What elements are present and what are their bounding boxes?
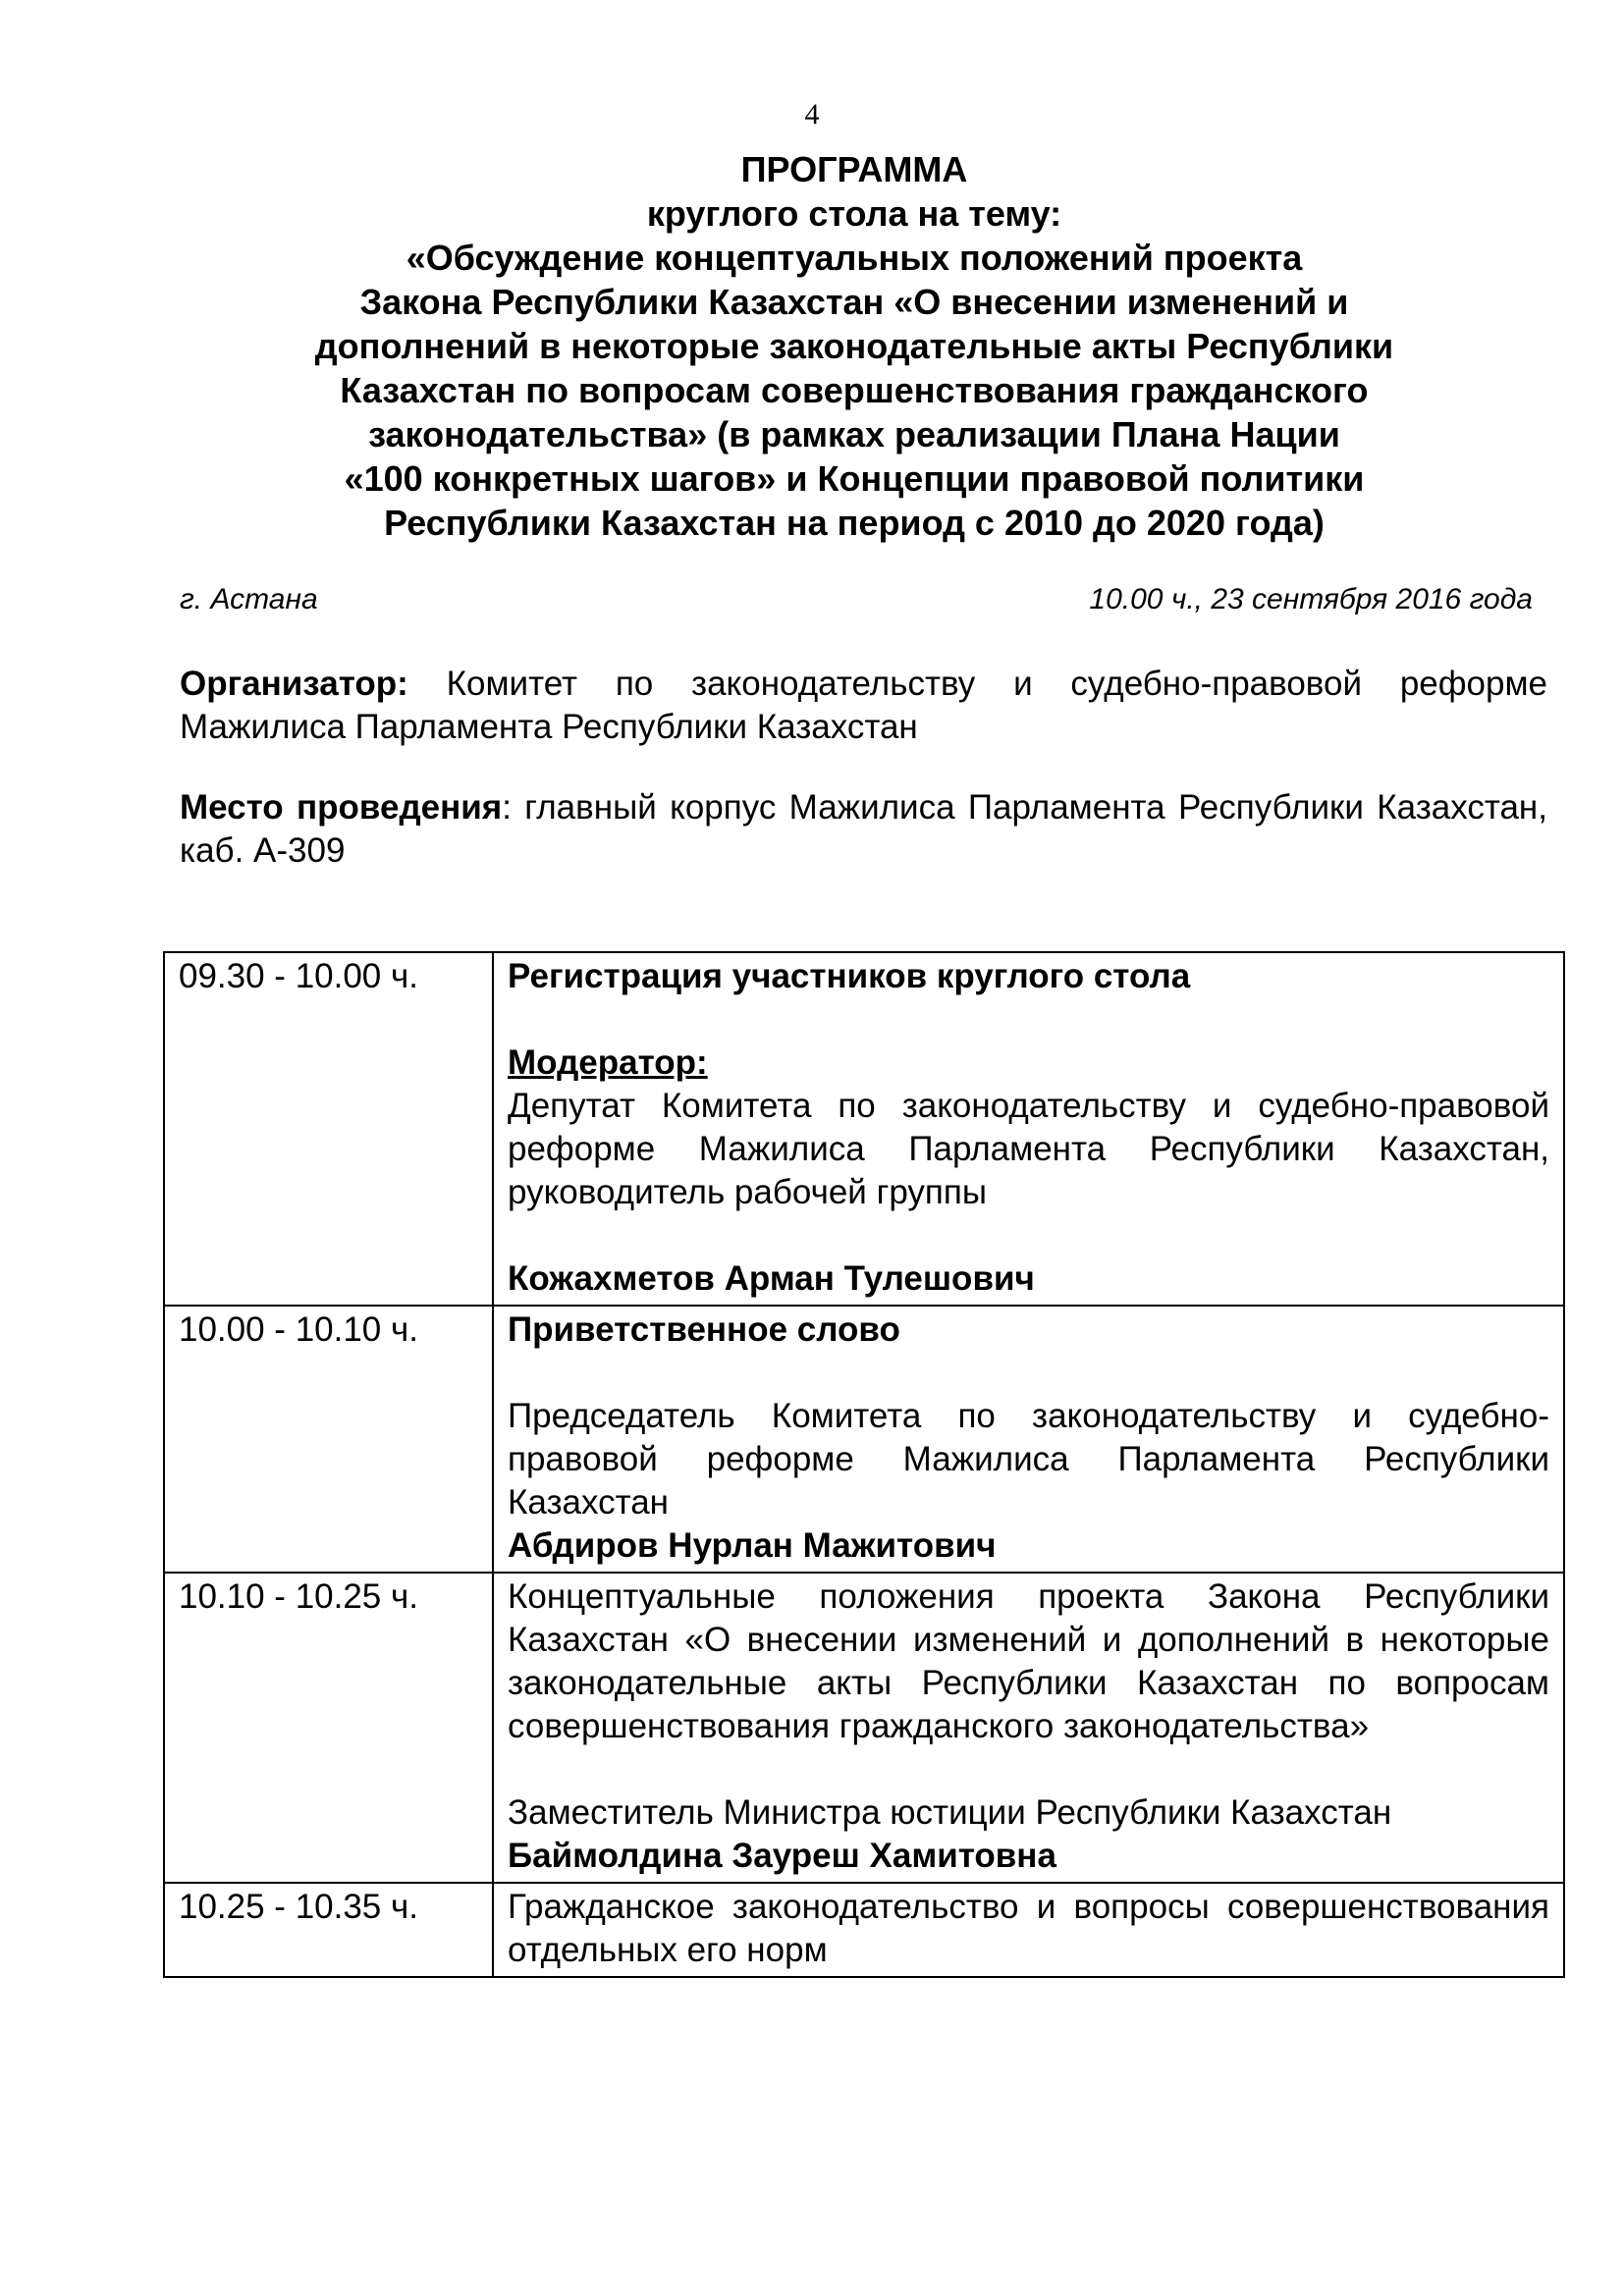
speaker-name: Абдиров Нурлан Мажитович — [508, 1526, 997, 1565]
title-line: «100 конкретных шагов» и Концепции правовой политики — [344, 458, 1365, 499]
table-row — [164, 1883, 1564, 1977]
description-cell — [493, 1883, 1564, 1977]
title-line: ПРОГРАММА — [740, 149, 968, 189]
venue-paragraph — [180, 786, 1547, 873]
organizer-text: Комитет по законодательству и судебно-правовой реформе Мажилиса Парламента Республики Казахстан — [180, 665, 1547, 746]
time-cell: 09.30 - 10.00 ч. — [164, 952, 493, 1306]
speaker-name: Кожахметов Арман Тулешович — [508, 1259, 1035, 1298]
title-line: круглого стола на тему: — [646, 193, 1062, 234]
program-title — [226, 147, 1483, 545]
description-cell — [493, 1306, 1564, 1573]
time-cell: 10.10 - 10.25 ч. — [164, 1573, 493, 1883]
title-line: Закона Республики Казахстан «О внесении изменений и — [359, 282, 1349, 322]
time-cell: 10.00 - 10.10 ч. — [164, 1306, 493, 1573]
moderator-label: Модератор: — [508, 1043, 708, 1082]
organizer-paragraph — [180, 663, 1547, 749]
venue-label: Место проведения — [180, 788, 503, 827]
table-row — [164, 1306, 1564, 1573]
title-line: законодательства» (в рамках реализации Плана Нации — [368, 414, 1340, 454]
speaker-role: Председатель Комитета по законодательству и судебно-правовой реформе Мажилиса Парламента Республики Казахстан — [508, 1397, 1549, 1522]
page-number: 4 — [804, 98, 820, 131]
session-title: Приветственное слово — [508, 1310, 900, 1349]
title-line: Казахстан по вопросам совершенствования гражданского — [340, 370, 1369, 410]
spacer — [508, 998, 1549, 1041]
title-line: дополнений в некоторые законодательные акты Республики — [314, 326, 1394, 366]
title-line: «Обсуждение концептуальных положений проекта — [406, 238, 1303, 278]
event-datetime: 10.00 ч., 23 сентября 2016 года — [1089, 583, 1533, 615]
session-topic: Концептуальные положения проекта Закона Республики Казахстан «О внесении изменений и дополнений в некоторые законодательные акты Республики Казахстан по вопросам совершенствования гражданского законодательства» — [508, 1577, 1549, 1745]
table-row — [164, 952, 1564, 1306]
speaker-name: Баймолдина Зауреш Хамитовна — [508, 1837, 1056, 1875]
spacer — [508, 1214, 1549, 1257]
schedule-table — [163, 951, 1565, 1978]
description-cell — [493, 952, 1564, 1306]
table-row — [164, 1573, 1564, 1883]
title-line: Республики Казахстан на период с 2010 до 2020 года) — [384, 503, 1325, 543]
session-topic: Гражданское законодательство и вопросы совершенствования отдельных его норм — [508, 1888, 1549, 1969]
organizer-label: Организатор: — [180, 665, 408, 703]
spacer — [508, 1352, 1549, 1395]
event-city: г. Астана — [180, 583, 318, 615]
spacer — [508, 1748, 1549, 1791]
description-cell — [493, 1573, 1564, 1883]
time-cell: 10.25 - 10.35 ч. — [164, 1883, 493, 1977]
speaker-role: Депутат Комитета по законодательству и судебно-правовой реформе Мажилиса Парламента Республики Казахстан, руководитель рабочей группы — [508, 1087, 1549, 1211]
speaker-role: Заместитель Министра юстиции Республики Казахстан — [508, 1793, 1392, 1832]
venue-text: : главный корпус Мажилиса Парламента Республики Казахстан, каб. А-309 — [180, 788, 1547, 870]
session-title: Регистрация участников круглого стола — [508, 957, 1191, 995]
